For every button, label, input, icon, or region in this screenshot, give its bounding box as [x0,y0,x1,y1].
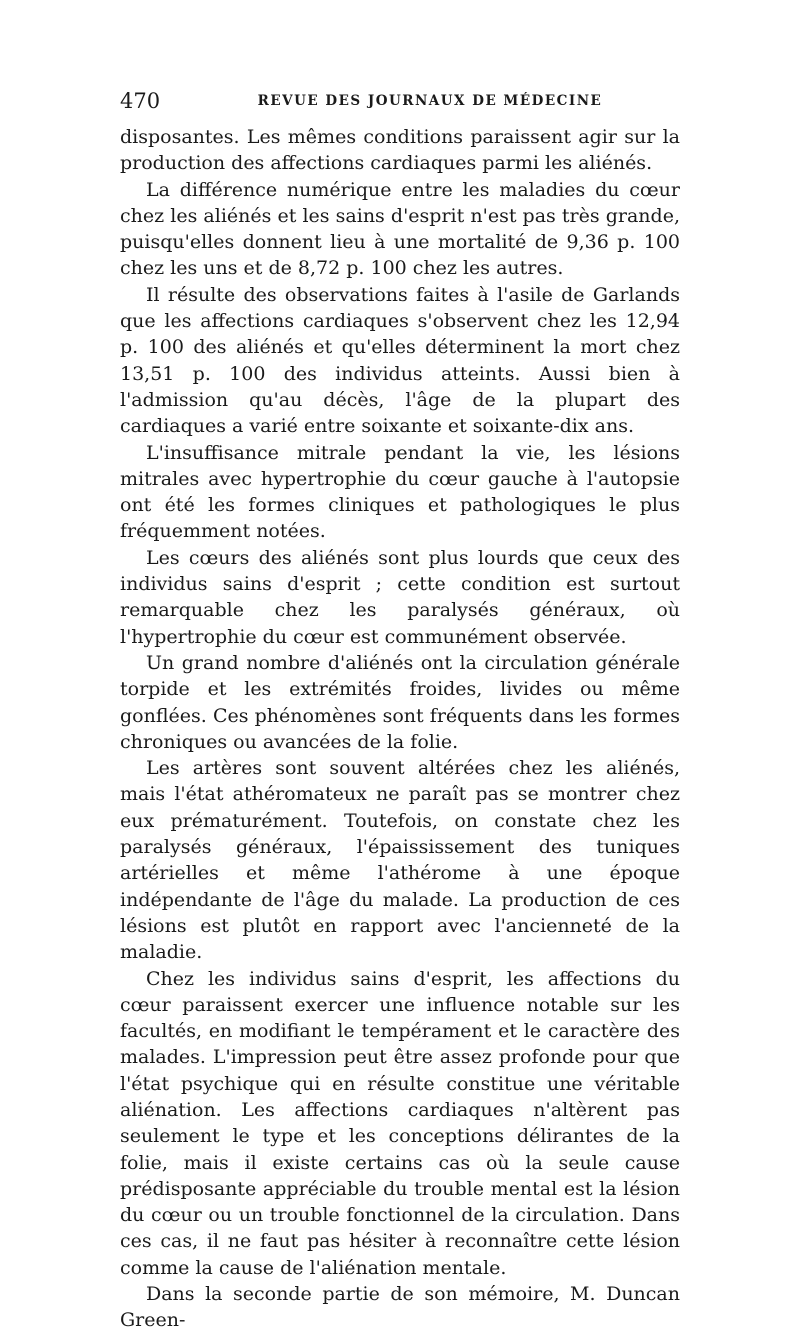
paragraph: Les cœurs des aliénés sont plus lourds que ceux des individus sains d'esprit ; cette condition est surtout remarquable chez les paralysés généraux, où l'hypertrophie du cœur est communément observée. [120,546,680,648]
paragraph: La différence numérique entre les maladies du cœur chez les aliénés et les sains d'esprit n'est pas très grande, puisqu'elles donnent lieu à une mortalité de 9,36 p. 100 chez les uns et de 8,72 p. 100 chez les autres. [120,178,680,280]
paragraph: L'insuffisance mitrale pendant la vie, les lésions mitrales avec hypertrophie du cœur gauche à l'autopsie ont été les formes cliniques et pathologiques le plus fréquemment notées. [120,441,680,543]
paragraph: Un grand nombre d'aliénés ont la circulation générale torpide et les extrémités froides, livides ou même gonflées. Ces phénomènes sont fréquents dans les formes chroniques ou avancées de la folie. [120,651,680,753]
paragraph: Chez les individus sains d'esprit, les affections du cœur paraissent exercer une influence notable sur les facultés, en modifiant le tempérament et le caractère des malades. L'impression peut être assez profonde pour que l'état psychique qui en résulte constitue une véritable aliénation. Les affections cardiaques n'altèrent pas seulement le type et les conceptions délirantes de la folie, mais il existe certains cas où la seule cause prédisposante appréciable du trouble mental est la lésion du cœur ou un trouble fonctionnel de la circulation. Dans ces cas, il ne faut pas hésiter à reconnaître cette lésion comme la cause de l'aliénation mentale. [120,967,680,1279]
journal-title: REVUE DES JOURNAUX DE MÉDECINE [257,93,603,109]
page-number: 470 [120,89,161,113]
paragraph: Les artères sont souvent altérées chez les aliénés, mais l'état athéromateux ne paraît pas se montrer chez eux prématurément. Toutefois, on constate chez les paralysés généraux, l'épaississement des tuniques artérielles et même l'athérome à une époque indépendante de l'âge du malade. La production de ces lésions est plutôt en rapport avec l'ancienneté de la maladie. [120,757,680,964]
paragraph: disposantes. Les mêmes conditions paraissent agir sur la production des affections cardiaques parmi les aliénés. [120,126,680,175]
page [120,86,680,1334]
paragraph: Dans la seconde partie de son mémoire, M. Duncan Green- [120,1283,680,1332]
paragraph: Il résulte des observations faites à l'asile de Garlands que les affections cardiaques s'observent chez les 12,94 p. 100 des aliénés et qu'elles déterminent la mort chez 13,51 p. 100 des individus atteints. Aussi bien à l'admission qu'au décès, l'âge de la plupart des cardiaques a varié entre soixante et soixante-dix ans. [120,283,680,438]
body-text [120,124,680,1334]
running-head [120,86,680,116]
